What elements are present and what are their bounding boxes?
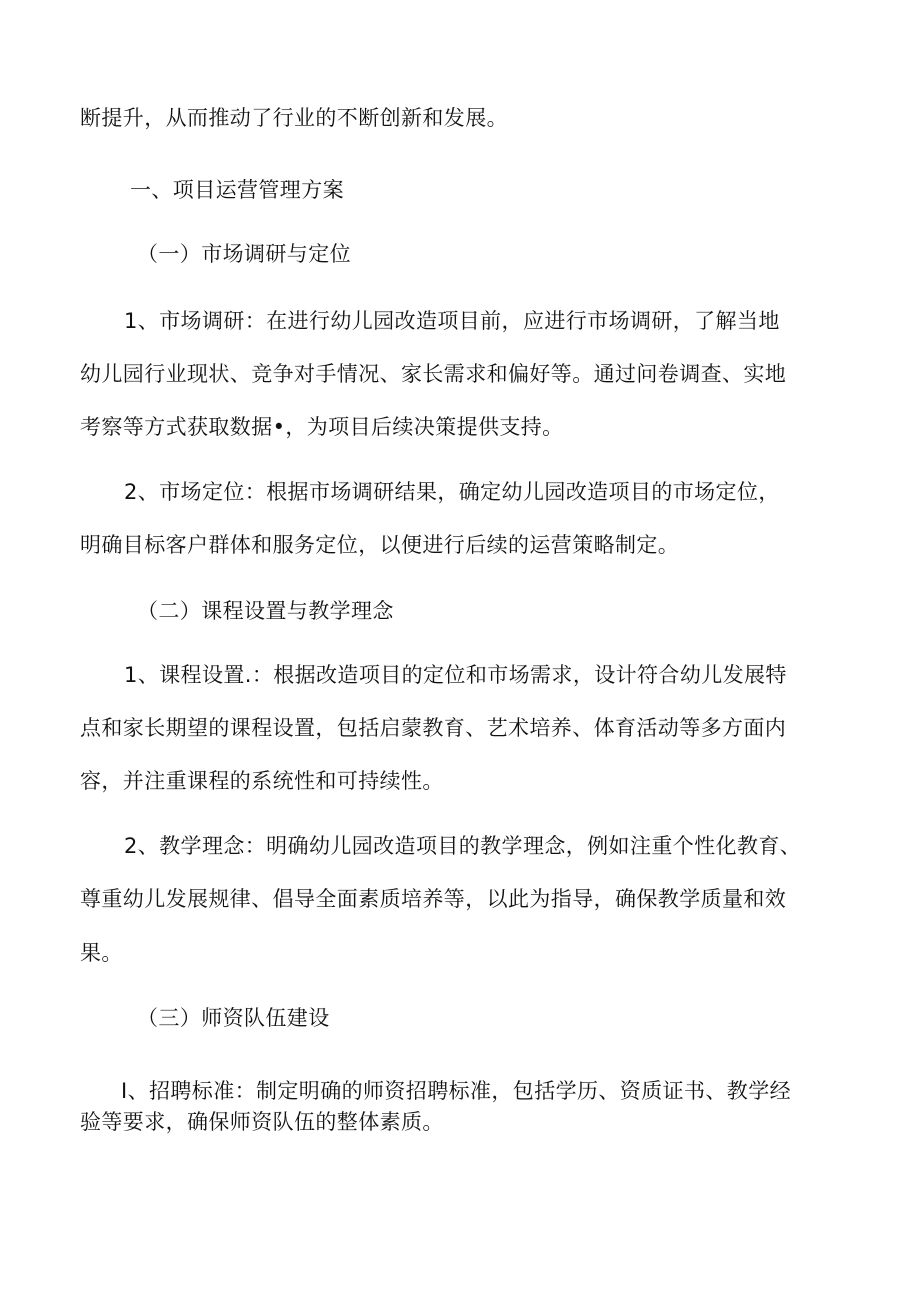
paragraph-line: 容，并注重课程的系统性和可持续性。 [80,769,444,793]
paragraph-line: 2、市场定位：根据市场调研结果，确定幼儿园改造项目的市场定位， [124,480,780,504]
paragraph-line: 考察等方式获取数据•，为项目后续决策提供支持。 [80,415,564,439]
paragraph-line: 点和家长期望的课程设置，包括启蒙教育、艺术培养、体育活动等多方面内 [80,716,787,740]
paragraph-line: 尊重幼儿发展规律、倡导全面素质培养等，以此为指导，确保教学质量和效 [80,887,787,911]
paragraph-line: 明确目标客户群体和服务定位，以便进行后续的运营策略制定。 [80,533,680,557]
subsection-heading-teachers: （三）师资队伍建设 [137,1006,330,1030]
paragraph-continuation-line: 断提升，从而推动了行业的不断创新和发展。 [80,106,508,130]
subsection-heading-market: （一）市场调研与定位 [137,242,351,266]
paragraph-line: 验等要求，确保师资队伍的整体素质。 [80,1110,444,1134]
paragraph-line: 果。 [80,941,123,965]
paragraph-line: 1、课程设置.：根据改造项目的定位和市场需求，设计符合幼儿发展特 [124,663,787,687]
paragraph-line: I、招聘标准：制定明确的师资招聘标准，包括学历、资质证书、教学经 [121,1079,791,1103]
paragraph-line: 1、市场调研：在进行幼儿园改造项目前，应进行市场调研，了解当地 [124,309,780,333]
paragraph-line: 2、教学理念：明确幼儿园改造项目的教学理念，例如注重个性化教育、 [124,834,802,858]
paragraph-line: 幼儿园行业现状、竞争对手情况、家长需求和偏好等。通过问卷调查、实地 [80,362,787,386]
section-heading: 一、项目运营管理方案 [130,178,344,202]
subsection-heading-curriculum: （二）课程设置与教学理念 [137,599,394,623]
